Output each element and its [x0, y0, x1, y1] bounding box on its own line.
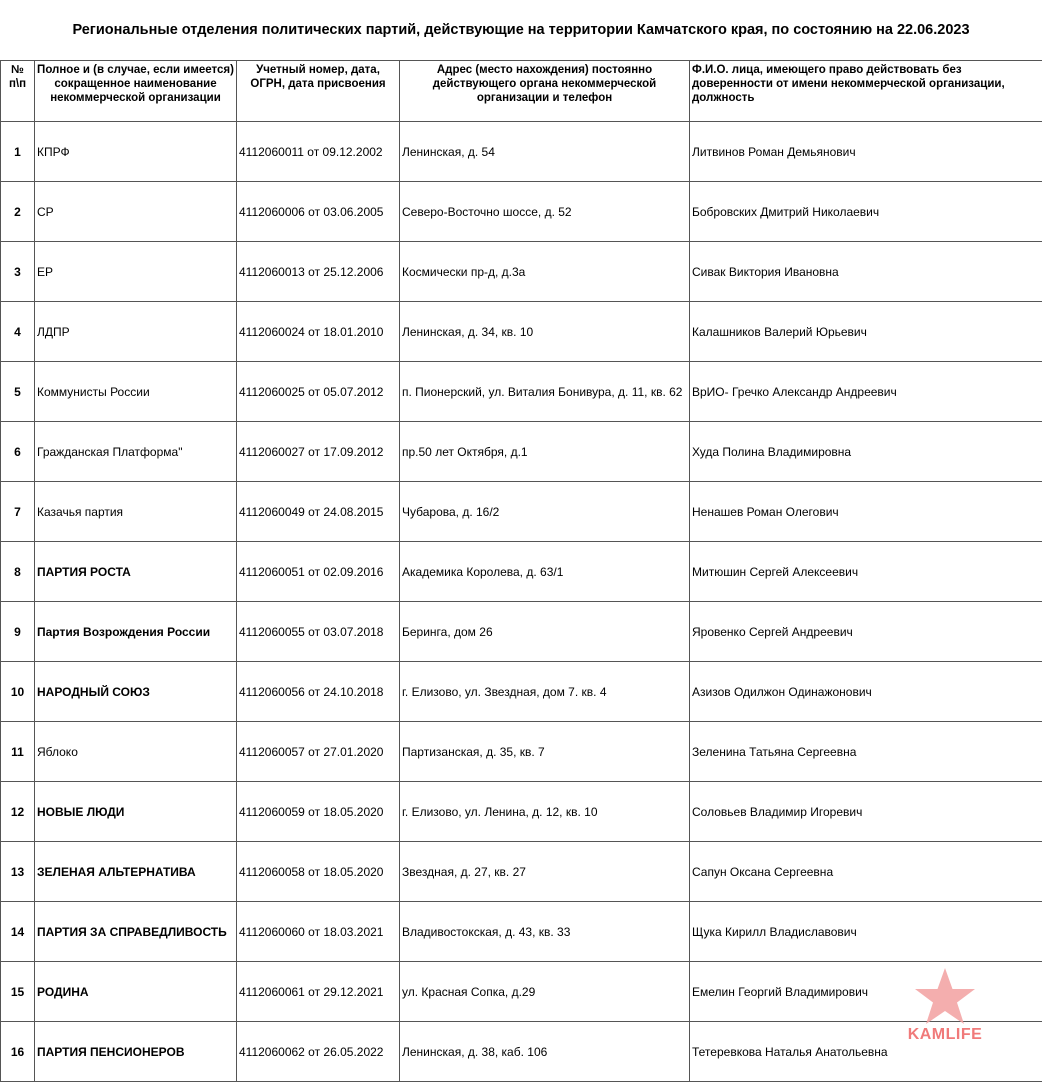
- cell-address: Ленинская, д. 54: [400, 122, 690, 182]
- cell-person: Калашников Валерий Юрьевич: [690, 302, 1042, 362]
- cell-name: НОВЫЕ ЛЮДИ: [35, 782, 237, 842]
- cell-address: Космически пр-д, д.3а: [400, 242, 690, 302]
- cell-person: Щука Кирилл Владиславович: [690, 902, 1042, 962]
- table-row: [1, 122, 1042, 182]
- parties-table: [0, 60, 1042, 1082]
- cell-name: Партия Возрождения России: [35, 602, 237, 662]
- cell-num: 11: [1, 722, 35, 782]
- cell-reg: 4112060056 от 24.10.2018: [237, 662, 400, 722]
- cell-reg: 4112060011 от 09.12.2002: [237, 122, 400, 182]
- cell-address: Академика Королева, д. 63/1: [400, 542, 690, 602]
- cell-name: ЕР: [35, 242, 237, 302]
- watermark-text: KAMLIFE: [890, 1026, 1000, 1044]
- cell-num: 15: [1, 962, 35, 1022]
- table-row: [1, 302, 1042, 362]
- cell-address: Звездная, д. 27, кв. 27: [400, 842, 690, 902]
- cell-address: пр.50 лет Октября, д.1: [400, 422, 690, 482]
- cell-name: Яблоко: [35, 722, 237, 782]
- cell-num: 2: [1, 182, 35, 242]
- cell-person: Сивак Виктория Ивановна: [690, 242, 1042, 302]
- cell-name: РОДИНА: [35, 962, 237, 1022]
- cell-name: КПРФ: [35, 122, 237, 182]
- header-reg: Учетный номер, дата, ОГРН, дата присвоения: [237, 61, 400, 122]
- table-row: [1, 722, 1042, 782]
- cell-reg: 4112060049 от 24.08.2015: [237, 482, 400, 542]
- table-row: [1, 242, 1042, 302]
- cell-person: Литвинов Роман Демьянович: [690, 122, 1042, 182]
- cell-address: г. Елизово, ул. Ленина, д. 12, кв. 10: [400, 782, 690, 842]
- cell-name: ЛДПР: [35, 302, 237, 362]
- cell-name: ЗЕЛЕНАЯ АЛЬТЕРНАТИВА: [35, 842, 237, 902]
- cell-name: СР: [35, 182, 237, 242]
- cell-person: Соловьев Владимир Игоревич: [690, 782, 1042, 842]
- cell-reg: 4112060060 от 18.03.2021: [237, 902, 400, 962]
- cell-num: 13: [1, 842, 35, 902]
- cell-person: Яровенко Сергей Андреевич: [690, 602, 1042, 662]
- cell-person: ВрИО- Гречко Александр Андреевич: [690, 362, 1042, 422]
- cell-person: Ненашев Роман Олегович: [690, 482, 1042, 542]
- cell-address: ул. Красная Сопка, д.29: [400, 962, 690, 1022]
- cell-address: Ленинская, д. 34, кв. 10: [400, 302, 690, 362]
- cell-reg: 4112060059 от 18.05.2020: [237, 782, 400, 842]
- cell-num: 4: [1, 302, 35, 362]
- cell-person: Зеленина Татьяна Сергеевна: [690, 722, 1042, 782]
- cell-person: Азизов Одилжон Одинажонович: [690, 662, 1042, 722]
- cell-num: 3: [1, 242, 35, 302]
- table-row: [1, 422, 1042, 482]
- cell-address: Беринга, дом 26: [400, 602, 690, 662]
- cell-name: ПАРТИЯ РОСТА: [35, 542, 237, 602]
- table-row: [1, 902, 1042, 962]
- header-address: Адрес (место нахождения) постоянно действующего органа некоммерческой организации и телефон: [400, 61, 690, 122]
- cell-reg: 4112060057 от 27.01.2020: [237, 722, 400, 782]
- cell-reg: 4112060062 от 26.05.2022: [237, 1022, 400, 1082]
- cell-person: Худа Полина Владимировна: [690, 422, 1042, 482]
- cell-name: ПАРТИЯ ЗА СПРАВЕДЛИВОСТЬ: [35, 902, 237, 962]
- cell-num: 16: [1, 1022, 35, 1082]
- cell-reg: 4112060006 от 03.06.2005: [237, 182, 400, 242]
- page-title: Региональные отделения политических партий, действующие на территории Камчатского края, по состоянию на 22.06.2023: [0, 0, 1042, 60]
- cell-reg: 4112060027 от 17.09.2012: [237, 422, 400, 482]
- cell-person: Митюшин Сергей Алексеевич: [690, 542, 1042, 602]
- cell-name: Гражданская Платформа": [35, 422, 237, 482]
- cell-person: Бобровских Дмитрий Николаевич: [690, 182, 1042, 242]
- table-row: [1, 842, 1042, 902]
- cell-name: Казачья партия: [35, 482, 237, 542]
- cell-reg: 4112060058 от 18.05.2020: [237, 842, 400, 902]
- cell-reg: 4112060025 от 05.07.2012: [237, 362, 400, 422]
- table-row: [1, 662, 1042, 722]
- cell-address: г. Елизово, ул. Звездная, дом 7. кв. 4: [400, 662, 690, 722]
- table-row: [1, 542, 1042, 602]
- table-row: [1, 962, 1042, 1022]
- cell-name: Коммунисты России: [35, 362, 237, 422]
- cell-reg: 4112060051 от 02.09.2016: [237, 542, 400, 602]
- table-row: [1, 782, 1042, 842]
- cell-reg: 4112060055 от 03.07.2018: [237, 602, 400, 662]
- cell-num: 10: [1, 662, 35, 722]
- table-row: [1, 362, 1042, 422]
- table-row: [1, 182, 1042, 242]
- table-row: [1, 482, 1042, 542]
- cell-person: Емелин Георгий Владимирович: [690, 962, 1042, 1022]
- table-row: [1, 602, 1042, 662]
- cell-num: 7: [1, 482, 35, 542]
- cell-num: 8: [1, 542, 35, 602]
- cell-num: 14: [1, 902, 35, 962]
- table-row: [1, 1022, 1042, 1082]
- header-name: Полное и (в случае, если имеется) сокращенное наименование некоммерческой организации: [35, 61, 237, 122]
- cell-person: Сапун Оксана Сергеевна: [690, 842, 1042, 902]
- header-num: № п\п: [1, 61, 35, 122]
- cell-reg: 4112060013 от 25.12.2006: [237, 242, 400, 302]
- cell-num: 5: [1, 362, 35, 422]
- cell-num: 1: [1, 122, 35, 182]
- cell-name: НАРОДНЫЙ СОЮЗ: [35, 662, 237, 722]
- header-person: Ф.И.О. лица, имеющего право действовать без доверенности от имени некоммерческой организации, должность: [690, 61, 1042, 122]
- table-header-row: [1, 61, 1042, 122]
- cell-reg: 4112060024 от 18.01.2010: [237, 302, 400, 362]
- cell-person: Тетеревкова Наталья Анатольевна: [690, 1022, 1042, 1082]
- cell-num: 9: [1, 602, 35, 662]
- cell-address: Ленинская, д. 38, каб. 106: [400, 1022, 690, 1082]
- table-body: [1, 122, 1042, 1082]
- cell-reg: 4112060061 от 29.12.2021: [237, 962, 400, 1022]
- cell-address: п. Пионерский, ул. Виталия Бонивура, д. 11, кв. 62: [400, 362, 690, 422]
- cell-address: Владивостокская, д. 43, кв. 33: [400, 902, 690, 962]
- cell-name: ПАРТИЯ ПЕНСИОНЕРОВ: [35, 1022, 237, 1082]
- cell-num: 12: [1, 782, 35, 842]
- cell-num: 6: [1, 422, 35, 482]
- cell-address: Партизанская, д. 35, кв. 7: [400, 722, 690, 782]
- cell-address: Северо-Восточно шоссе, д. 52: [400, 182, 690, 242]
- cell-address: Чубарова, д. 16/2: [400, 482, 690, 542]
